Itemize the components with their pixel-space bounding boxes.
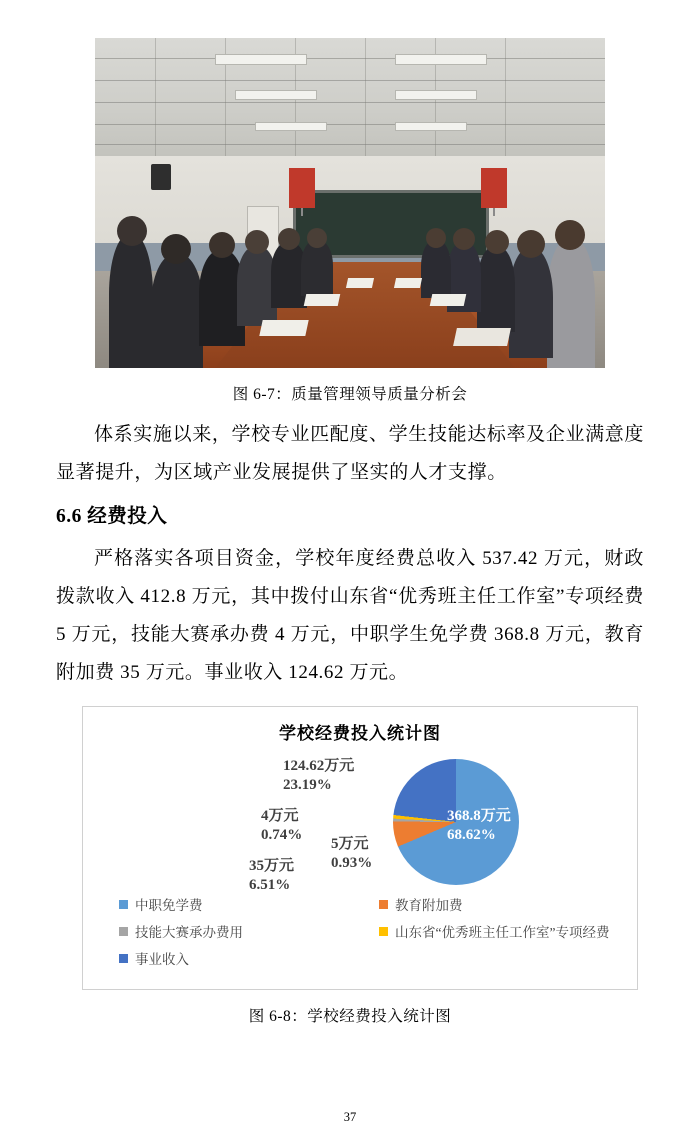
legend-item-youxiubanzhuren: 山东省“优秀班主任工作室”专项经费 [379,921,609,941]
photo-ceiling [95,38,605,156]
section-heading-6-6: 6.6 经费投入 [56,506,168,527]
legend-row [119,948,619,968]
label-youxiubanzhuren: 5万元 0.93% [331,836,373,871]
legend-row [119,921,619,941]
legend-swatch-icon [119,954,128,963]
legend-item-jinengdasai: 技能大赛承办费用 [119,921,379,941]
funding-pie-chart [82,706,638,990]
paragraph-funding: 严格落实各项目资金，学校年度经费总收入 537.42 万元，财政拨款收入 412.8 万元，其中拨付山东省“优秀班主任工作室”专项经费 5 万元，技能大赛承办费 4 万元，中职学生免学费 368.8 万元，教育附加费 35 万元。事业收入 124.62 万元。 [56,548,644,683]
legend-swatch-icon [119,900,128,909]
legend-item-zhongzhimianxuefei: 中职免学费 [119,894,379,914]
legend-swatch-icon [119,927,128,936]
legend-swatch-icon [379,927,388,936]
photo-flag-right [481,168,507,208]
legend-item-shiyeshouru: 事业收入 [119,948,379,968]
label-zhongzhimianxuefei: 368.8万元 68.62% [447,808,511,843]
label-shiye-shouru: 124.62万元 23.19% [283,758,355,793]
figure-caption-6-8: 图 6-8：学校经费投入统计图 [248,1008,452,1025]
figure-caption-6-7: 图 6-7：质量管理领导质量分析会 [232,386,468,403]
legend-swatch-icon [379,900,388,909]
photo-flag-left [289,168,315,208]
label-jiaoyufujiafei: 35万元 6.51% [249,858,295,893]
label-jinengdasai: 4万元 0.74% [261,808,303,843]
legend-row [119,894,619,914]
chart-legend [119,894,619,975]
document-page [0,38,700,1143]
chart-title: 学校经费投入统计图 [279,724,441,743]
page-number: 37 [343,1110,357,1124]
paragraph-system-implementation: 体系实施以来，学校专业匹配度、学生技能达标率及企业满意度显著提升，为区域产业发展提供了坚实的人才支撑。 [56,424,644,483]
meeting-photo [95,38,605,368]
photo-speaker [151,164,171,190]
legend-item-jiaoyufujiafei: 教育附加费 [379,894,463,914]
